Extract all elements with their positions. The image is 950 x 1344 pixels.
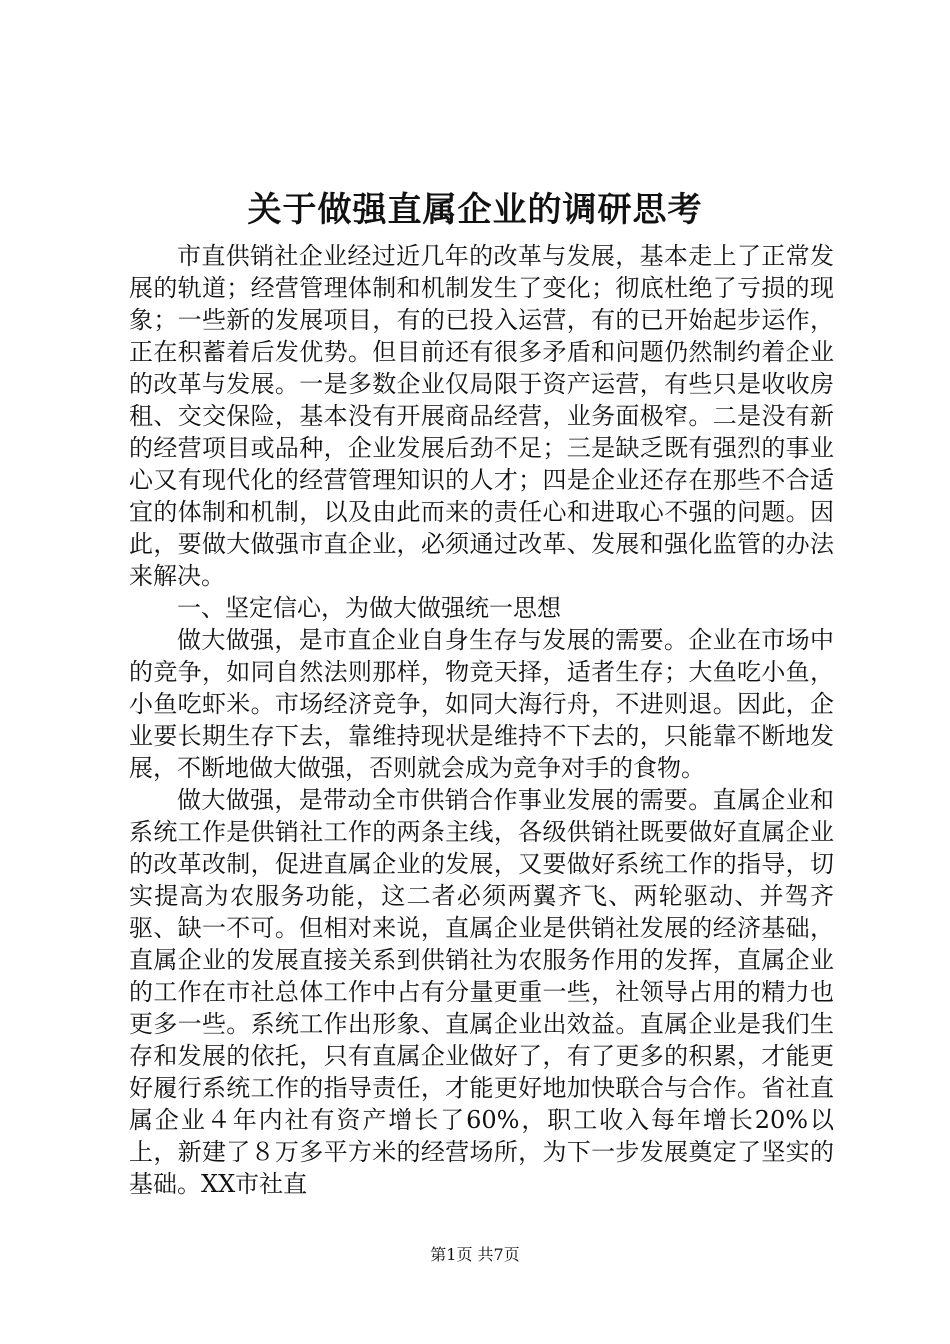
paragraph-cooperation: 做大做强，是带动全市供销合作事业发展的需要。直属企业和系统工作是供销社工作的两条主线，各级供销社既要做好直属企业的改革改制，促进直属企业的发展，又要做好系统工作的指导，切实提高为农服务功能，这二者必须两翼齐飞、两轮驱动、并驾齐驱、缺一不可。但相对来说，直属企业是供销社发展的经济基础，直属企业的发展直接关系到供销社为农服务作用的发挥，直属企业的工作在市社总体工作中占有分量更重一些，社领导占用的精力也更多一些。系统工作出形象、直属企业出效益。直属企业是我们生存和发展的依托，只有直属企业做好了，有了更多的积累，才能更好履行系统工作的指导责任，才能更好地加快联合与合作。省社直属企业４年内社有资产增长了60%，职工收入每年增长20%以上，新建了８万多平方米的经营场所，为下一步发展奠定了坚实的基础。XX市社直	[129, 786, 834, 1198]
page-footer: 第1页 共7页	[430, 1245, 520, 1264]
page-title: 关于做强直属企业的调研思考	[247, 190, 703, 230]
document-body	[129, 240, 834, 1200]
paragraph-intro: 市直供销社企业经过近几年的改革与发展，基本走上了正常发展的轨道；经营管理体制和机制发生了变化；彻底杜绝了亏损的现象；一些新的发展项目，有的已投入运营，有的已开始起步运作，正在积蓄着后发优势。但目前还有很多矛盾和问题仍然制约着企业的改革与发展。一是多数企业仅局限于资产运营，有些只是收收房租、交交保险，基本没有开展商品经营，业务面极窄。二是没有新的经营项目或品种，企业发展后劲不足；三是缺乏既有强烈的事业心又有现代化的经营管理知识的人才；四是企业还存在那些不合适宜的体制和机制，以及由此而来的责任心和进取心不强的问题。因此，要做大做强市直企业，必须通过改革、发展和强化监管的办法来解决。	[129, 242, 834, 590]
section-heading: 一、坚定信心，为做大做强统一思想	[177, 594, 561, 622]
paragraph-survival: 做大做强，是市直企业自身生存与发展的需要。企业在市场中的竞争，如同自然法则那样，物竞天择，适者生存；大鱼吃小鱼，小鱼吃虾米。市场经济竞争，如同大海行舟，不进则退。因此，企业要长期生存下去，靠维持现状是维持不下去的，只能靠不断地发展，不断地做大做强，否则就会成为竞争对手的食物。	[129, 626, 834, 782]
